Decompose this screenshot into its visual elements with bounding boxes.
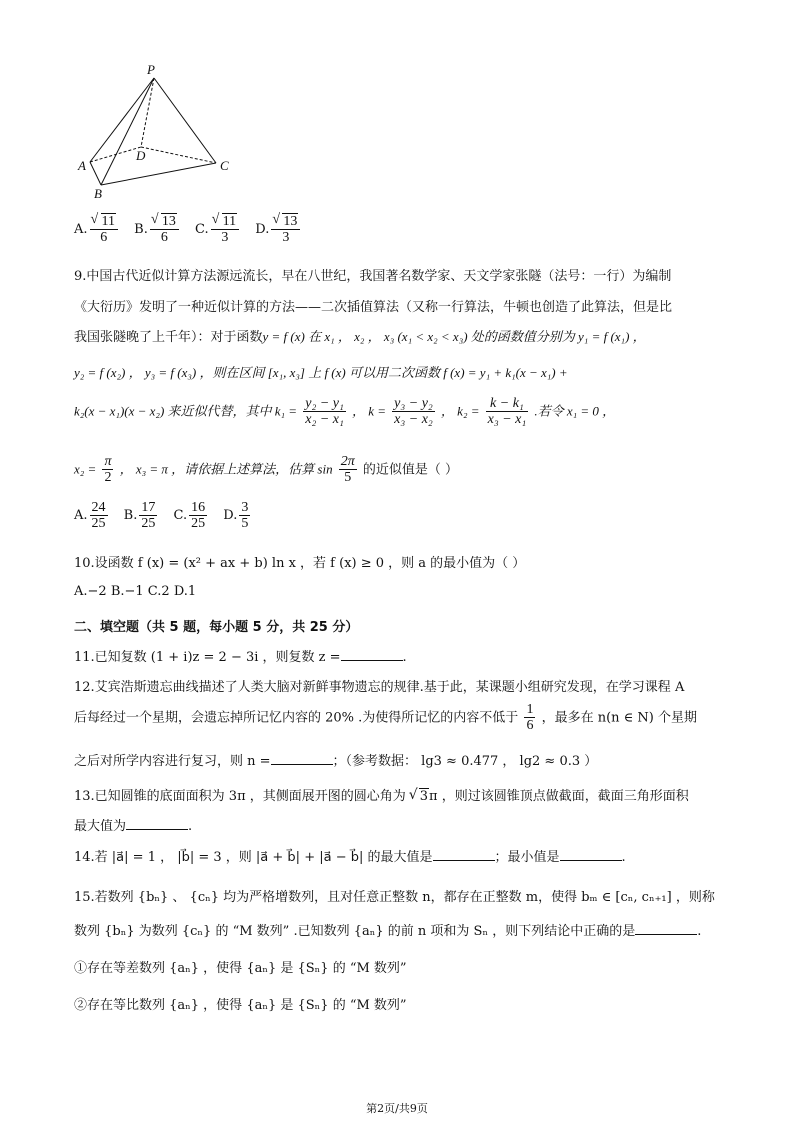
section-heading-fill-in: 二、填空题（共 5 题，每小题 5 分，共 25 分） xyxy=(74,620,359,635)
q8-option-c[interactable]: C. √ $\frac{11}{3}$ xyxy=(195,222,241,237)
q9-line-6: x₂ = $\frac{\pi}{2}$ ， x₃ = π ，请依据上述算法，估算 sin $\frac{2\pi}{5}$ 的近似值是（ ） xyxy=(74,454,459,486)
q11-answer-blank[interactable] xyxy=(341,648,403,661)
q8-option-a[interactable]: A. √ $\frac{11}{6}$ xyxy=(74,222,120,237)
q12-answer-blank[interactable] xyxy=(271,752,333,765)
q9-line-1: 9.中国古代近似计算方法源远流长，早在八世纪，我国著名数学家、天文学家张隧（法号：一行）为编制 xyxy=(74,269,672,284)
q12-line-2: 后每经过一个星期，会遗忘掉所记忆内容的 20% .为使得所记忆的内容不低于 $\frac{1}{6}$ ，最多在 n(n ∈ N) 个星期 xyxy=(74,702,697,734)
q9-line-3: 我国张隧晚了上千年）：对于函数y = f (x) 在 x₁ ， x₂ ， x₃ (x₁ < x₂ < x₃) 处的函数值分别为 y₁ = f (x₁) ， xyxy=(74,329,646,345)
q9-line-5: k₂(x − x₁)(x − x₂) 来近似代替，其中 k₁ = $\frac{\text{y₂ − y₁}}{\text{x₂ − x₁}}$ ， k = $\frac{\text{y₃ − y₂}}{\text{x₃ − x₂}}$ ， k₂ = $\frac{\text{k − k₁}}{\text{x₃ − x₁}}$ .若令 x₁ = 0 ， xyxy=(74,396,616,428)
vertex-label-a: A xyxy=(78,158,86,173)
q14-min-blank[interactable] xyxy=(560,848,622,861)
q15-line-1: 15.若数列 {bₙ} 、 {cₙ} 均为严格增数列，且对任意正整数 n，都存在正整数 m，使得 bₘ ∈ [cₙ, cₙ₊₁] ，则称 xyxy=(74,890,715,905)
vertex-label-d: D xyxy=(136,148,146,163)
q9-options xyxy=(74,500,262,532)
q9-option-b[interactable]: B. $\frac{17}{25}$ xyxy=(123,500,156,532)
q12-line-1: 12.艾宾浩斯遗忘曲线描述了人类大脑对新鲜事物遗忘的规律.基于此，某课题小组研究发现，在学习课程 A xyxy=(74,680,685,695)
q13-line-2: 最大值为 . xyxy=(74,819,193,834)
q10-options[interactable]: A.−2 B.−1 C.2 D.1 xyxy=(74,584,197,599)
q15-item-1: ①存在等差数列 {aₙ} ，使得 {aₙ} 是 {Sₙ} 的 “M 数列” xyxy=(74,961,407,976)
q9-line-2: 《大衍历》发明了一种近似计算的方法——二次插值算法（又称一行算法，牛顿也创造了此算法，但是比 xyxy=(74,300,673,315)
vertex-label-p: P xyxy=(147,62,155,77)
vertex-label-b: B xyxy=(94,186,102,201)
vertex-label-c: C xyxy=(220,158,229,173)
q12-line-3: 之后对所学内容进行复习，则 n = ；（参考数据： lg3 ≈ 0.477 ， lg2 ≈ 0.3 ） xyxy=(74,754,598,769)
q14-max-blank[interactable] xyxy=(433,848,495,861)
pyramid-figure xyxy=(74,62,244,202)
q15-line-2: 数列 {bₙ} 为数列 {cₙ} 的 “M 数列” .已知数列 {aₙ} 的前 n 项和为 Sₙ ，则下列结论中正确的是 . xyxy=(74,924,702,939)
q9-option-a[interactable]: A. $\frac{24}{25}$ xyxy=(74,500,106,532)
q13-line-1: 13.已知圆锥的底面面积为 3π ，其侧面展开图的圆心角为√ 3π ，则过该圆锥顶点做截面，截面三角形面积 xyxy=(74,785,689,804)
q10-stem: 10.设函数 f (x) = (x² + ax + b) ln x ，若 f (x) ≥ 0 ，则 a 的最小值为（ ） xyxy=(74,556,526,571)
q8-option-b[interactable]: B. √ $\frac{13}{6}$ xyxy=(134,222,181,237)
q9-option-c[interactable]: C. $\frac{16}{25}$ xyxy=(173,500,206,532)
q9-option-d[interactable]: D. $\frac{3}{5}$ xyxy=(223,500,249,532)
q9-line-4: y₂ = f (x₂) ， y₃ = f (x₃) ，则在区间 [x₁, x₃] 上 f (x) 可以用二次函数 f (x) = y₁ + k₁(x − x₁) + xyxy=(74,365,568,380)
q15-item-2: ②存在等比数列 {aₙ} ，使得 {aₙ} 是 {Sₙ} 的 “M 数列” xyxy=(74,998,407,1013)
q11-stem: 11.已知复数 (1 + i)z = 2 − 3i ，则复数 z = . xyxy=(74,650,407,665)
q13-answer-blank[interactable] xyxy=(126,817,188,830)
q15-answer-blank[interactable] xyxy=(635,922,697,935)
q14-stem: 14.若 |a⃗| = 1 ， |b⃗| = 3 ，则 |a⃗ + b⃗| + |a⃗ − b⃗| 的最大值是 ；最小值是 . xyxy=(74,850,626,865)
q8-options xyxy=(74,214,312,246)
page-number-footer: 第2页/共9页 xyxy=(366,1102,428,1115)
q8-option-d[interactable]: D. √ $\frac{13}{3}$ xyxy=(255,222,302,237)
